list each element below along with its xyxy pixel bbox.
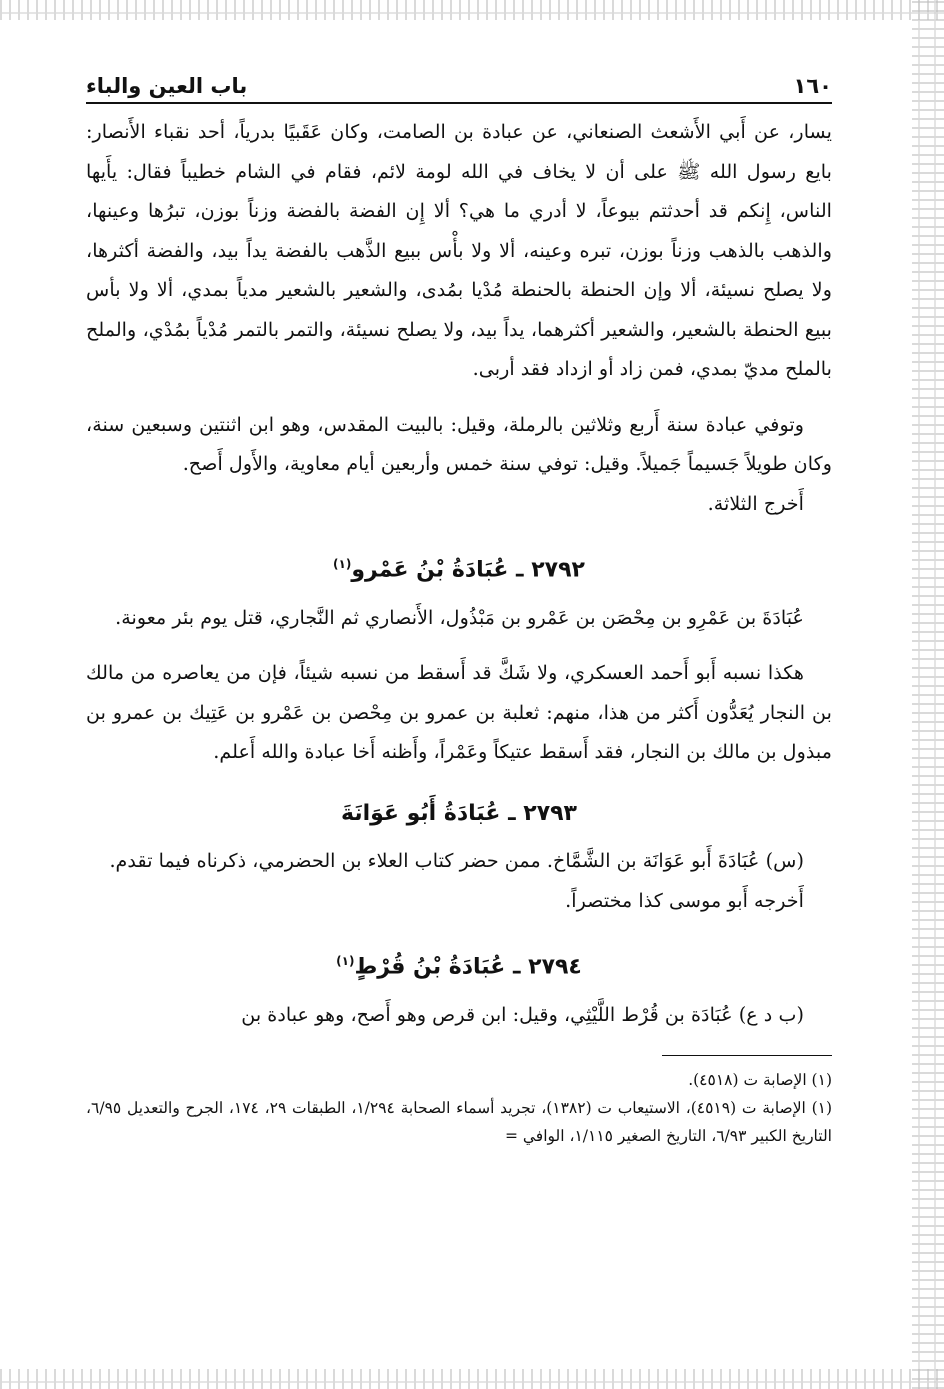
decorative-border-right [912, 0, 944, 1389]
paragraph-hadith: يسار، عن أَبي الأَشعث الصنعاني، عن عبادة بن الصامت، وكان عَقَبيًا بدرياً، أحد نقباء الأَنصار: بايع رسول الله ﷺ على أن لا يخاف في الله لومة لائم، فقام في الشام خطيباً فقال: يأَيها الناس، إِنكم قد أحدثتم بيوعاً، لا أدري ما هي؟ ألا إِن الفضة بالفضة وزناً بوزن، تبرُها وعينها، والذهب بالذهب وزناً بوزن، تبره وعينه، ألا ولا بأْس ببيع الذَّهب بالفضة يداً بيد، والفضة أكثرها، ولا يصلح نسيئة، ألا وإن الحنطة بالحنطة مُدْيا بمُدى، والشعير بالشعير مدياً بمدي، ألا ولا بأس ببيع الحنطة بالشعير، والشعير أكثرهما، يداً بيد، ولا يصلح نسيئة، والتمر بالتمر مُدْياً بمُدْي، والملح بالملح مديّ بمدي، فمن زاد أو ازداد فقد أربى. [86, 120, 832, 380]
page-body [86, 112, 832, 1035]
page-number: ١٦٠ [793, 74, 832, 98]
paragraph-entry-2794: (ب د ع) عُبَادَة بن قُرْط اللَّيْثِي، وقيل: ابن قرص وهو أَصح، وهو عبادة بن [241, 1003, 804, 1027]
entry-title-2793-text: ٢٧٩٣ ـ عُبَادَةُ أَبُو عَوَانَةَ [341, 800, 577, 826]
paragraph-sources-2: أَخرجه أَبو موسى كذا مختصراً. [565, 888, 804, 912]
paragraph-entry-2793: (س) عُبَادَةَ أَبو عَوَانَة بن الشَّمَّاخ. ممن حضر كتاب العلاء بن الحضرمي، ذكرناه فيما تقدم. [109, 849, 804, 873]
entry-title-2792-text: ٢٧٩٢ ـ عُبَادَةُ بْنُ عَمْرو [351, 557, 585, 583]
paragraph-lineage-note: هكذا نسبه أَبو أَحمد العسكري، ولا شَكَّ قد أَسقط من نسبه شيئاً، فإن من يعاصره من مالك بن النجار يُعَدُّون أَكثر من هذا، منهم: ثعلبة بن عمرو بن مِحْصن بن عَمْرو بن عَتِيك بن عمرو بن مبذول بن مالك بن النجار، فقد أَسقط عتيكاً وعَمْراً، وأَظنه أَخا عبادة والله أَعلم. [86, 661, 832, 764]
footnote-mark: (١) [336, 954, 355, 969]
entry-title-2794 [86, 942, 832, 987]
footnote-divider [662, 1055, 832, 1056]
paragraph-sources-1: أَخرج الثلاثة. [707, 491, 804, 515]
chapter-title: باب العين والباء [86, 74, 248, 98]
paragraph-death: وتوفي عبادة سنة أَربع وثلاثين بالرملة، وقيل: بالبيت المقدس، وهو ابن اثنتين وسبعين سنة، وكان طويلاً جَسيماً جَميلاً. وقيل: توفي سنة خمس وأربعين أيام معاوية، والأَول أَصح. [86, 412, 832, 475]
footnote-1: (١) الإصابة ت (٤٥١٨). [688, 1070, 832, 1089]
footnotes [86, 1066, 832, 1150]
footnote-2: (١) الإصابة ت (٤٥١٩)، الاستيعاب ت (١٣٨٢)، تجريد أسماء الصحابة ١/٢٩٤، الطبقات ٢٩، ١٧٤، الجرح والتعديل ٦/٩٥، التاريخ الكبير ٦/٩٣، التاريخ الصغير ١/١١٥، الوافي = [86, 1098, 833, 1145]
book-page [86, 64, 832, 1150]
entry-title-2792 [86, 545, 832, 590]
decorative-border-bottom [0, 1369, 944, 1389]
footnote-mark: (١) [333, 557, 352, 571]
page-header [86, 64, 832, 104]
paragraph-entry-2792: عُبَادَةَ بن عَمْرِو بن مِحْصَن بن عَمْرو بن مَبْذُول، الأَنصاري ثم النَّجاري، قتل يوم بئر معونة. [115, 605, 804, 629]
entry-title-2793 [86, 794, 832, 834]
decorative-border-top [0, 0, 944, 20]
entry-title-2794-text: ٢٧٩٤ ـ عُبَادَةُ بْنُ قُرْطٍ [354, 954, 582, 980]
